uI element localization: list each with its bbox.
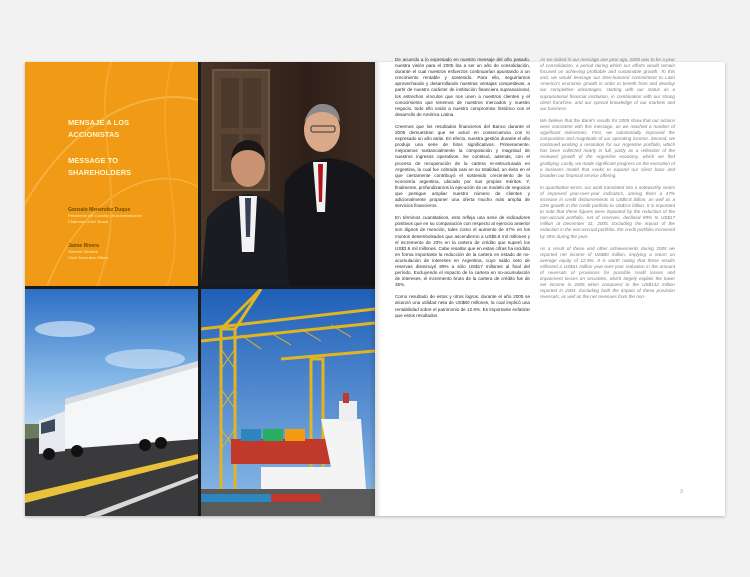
page-gutter — [369, 62, 381, 516]
truck-highway-photo — [25, 289, 198, 516]
en-paragraph-1: As we stated in our message one year ago, 2005 was to be a year of consolidation, a period during which our efforts would remain focused on achieving profitable and sustainable growth. To this end, we would leverage our time-honored commitment to Latin America's economic growth in order to benefit from and develop our competitive advantages, starting with our status as a supranational financial institution, in combination with our strong client franchise, and our special knowledge of our markets and our business. — [540, 57, 675, 111]
en-paragraph-3: In quantitative terms, our work translated into a noteworthy series of improved year-over-year indicators, among them a 47% increase in credit disbursements to US$6.8 billion, as well as a 23% growth in the credit portfolio to US$3.6 billion. It is important to note that these figures were impacted by the reduction of the non-accrual portfolio, net of reserves, declined 89% to US$17 million at December 31, 2005. Excluding the impact of the reduction in the non-accrual portfolio, the credit portfolio increased by 35% during the year. — [540, 184, 675, 239]
executives-photo — [201, 62, 375, 286]
signer-2-role-es: Gerente General — [68, 249, 98, 254]
page-number: 3 — [680, 489, 683, 495]
title-spanish — [68, 117, 129, 141]
signer-1 — [68, 207, 188, 224]
port-cranes-photo — [201, 289, 375, 516]
signer-1-name: Gonzalo Menéndez Duque — [68, 207, 131, 213]
en-paragraph-4: As a result of these and other achievements during 2005 we reported net income of US$80 million, implying a return on average equity of 12.9%. It is worth noting that these results reflected a US$61 million year-over-year reduction in the amount of reversals of provisions for possible credit losses and impairment losses on securities, which largely explain the lower net income in 2005 when compared to the US$142 million reported in 2004. Excluding both the impact of these provision reversals, as well as the net revenues from the non- — [540, 245, 675, 300]
spanish-text-column — [395, 57, 530, 325]
title-es-line2: ACCIONISTAS — [68, 130, 120, 139]
signer-2-name: Jaime Rivera — [68, 243, 99, 249]
title-en-line2: SHAREHOLDERS — [68, 168, 132, 177]
es-paragraph-1: De acuerdo a lo expresado en nuestro mensaje del año pasado, nuestra visión para el 2005 iba a ser un año de consolidación, durante el cual nuestros esfuerzos continuarían apuntando a un crecimiento rentable y sostenido. Para ello, seguiríamos aprovechando y desarrollando nuestras ventajas competitivas, a partir de nuestro carácter de institución financiera supranacional, los estrechos vínculos que nos unen a nuestros clientes y el conocimiento que tenemos de nuestros mercados y nuestro negocio, todo ello unido a nuestro compromiso histórico con el desarrollo de América Latina. — [395, 57, 530, 117]
signer-1-role-en: Chairman of the Board — [68, 218, 109, 224]
signer-2 — [68, 243, 188, 260]
en-paragraph-2: We believe that the Bank's results for 2005 show that our actions were consistent with this message, as we reached a number of significant milestones. First, we substantially improved the composition and magnitude of our operating income. Second, we continued working a resolution for our Argentine portfolio, which has been collected nearly in full, partly as a reflection of the renewed growth of the Argentine economy, which we find gratifying. Lastly, we made significant progress on the execution of a business model that seeks to expand our client base and broaden our financial service offering. — [540, 117, 675, 178]
title-en-line1: MESSAGE TO — [68, 156, 119, 165]
es-paragraph-3: En términos cuantitativos, esto refleja una serie de indicadores positivos que en su comparación con respecto al ejercicio anterior son dignos de mención, tales como el aumento de 47% en los montos desembolsados que ascendieron a US$6.8 mil millones y el incremento de 23% en la cartera de crédito que superó los US$3.6 mil millones. Cabe resaltar que en estas cifras ha incidido en forma importante la reducción de la cartera en estado de no-acumulación de intereses en Argentina, cuyo saldo neto de reservas disminuyó 89% a sólo US$17 millones al final del período. Excluyendo el impacto de la cartera en no-acumulación de intereses, el incremento bruto de la cartera de crédito fue de 35%. — [395, 215, 530, 288]
message-title-panel — [25, 62, 198, 286]
left-page — [25, 62, 375, 516]
signer-2-role-en: Chief Executive Officer — [68, 254, 109, 260]
english-text-column — [540, 57, 675, 306]
title-es-line1: MENSAJE A LOS — [68, 118, 130, 127]
es-paragraph-2: Creemos que los resultados financieros del Banco durante el 2005 demuestran que se actuó en consecuencia con lo expresado un año atrás. En efecto, nuestra gestión durante el año produjo una serie de hitos significativos. Primeramente, mejoramos sustancialmente la composición y magnitud de nuestros ingresos operativos. Se continuó, además, con el proceso de recuperación de la cartera re-estructurada en Argentina, la cual fue cobrada casi en su totalidad, un éxito en el que ciertamente contribuyó el sostenido crecimiento de la economía argentina, ubicado por sus propios méritos. Y, finalmente, profundizamos la ejecución de un modelo de negocios que persigue ampliar nuestro número de clientes y adicionalmente proponer una oferta mucho más amplia de servicios financieros. — [395, 123, 530, 209]
es-paragraph-4: Como resultado de estos y otros logros, durante el año 2005 se alcanzó una utilidad neta de US$80 millones, la cual implicó una rentabilidad sobre el patrimonio de 12.9%. Es importante enfatizar que estos resultados — [395, 294, 530, 318]
title-english — [68, 155, 131, 179]
signer-1-role-es: Presidente del Consejo de Administración — [68, 213, 143, 218]
